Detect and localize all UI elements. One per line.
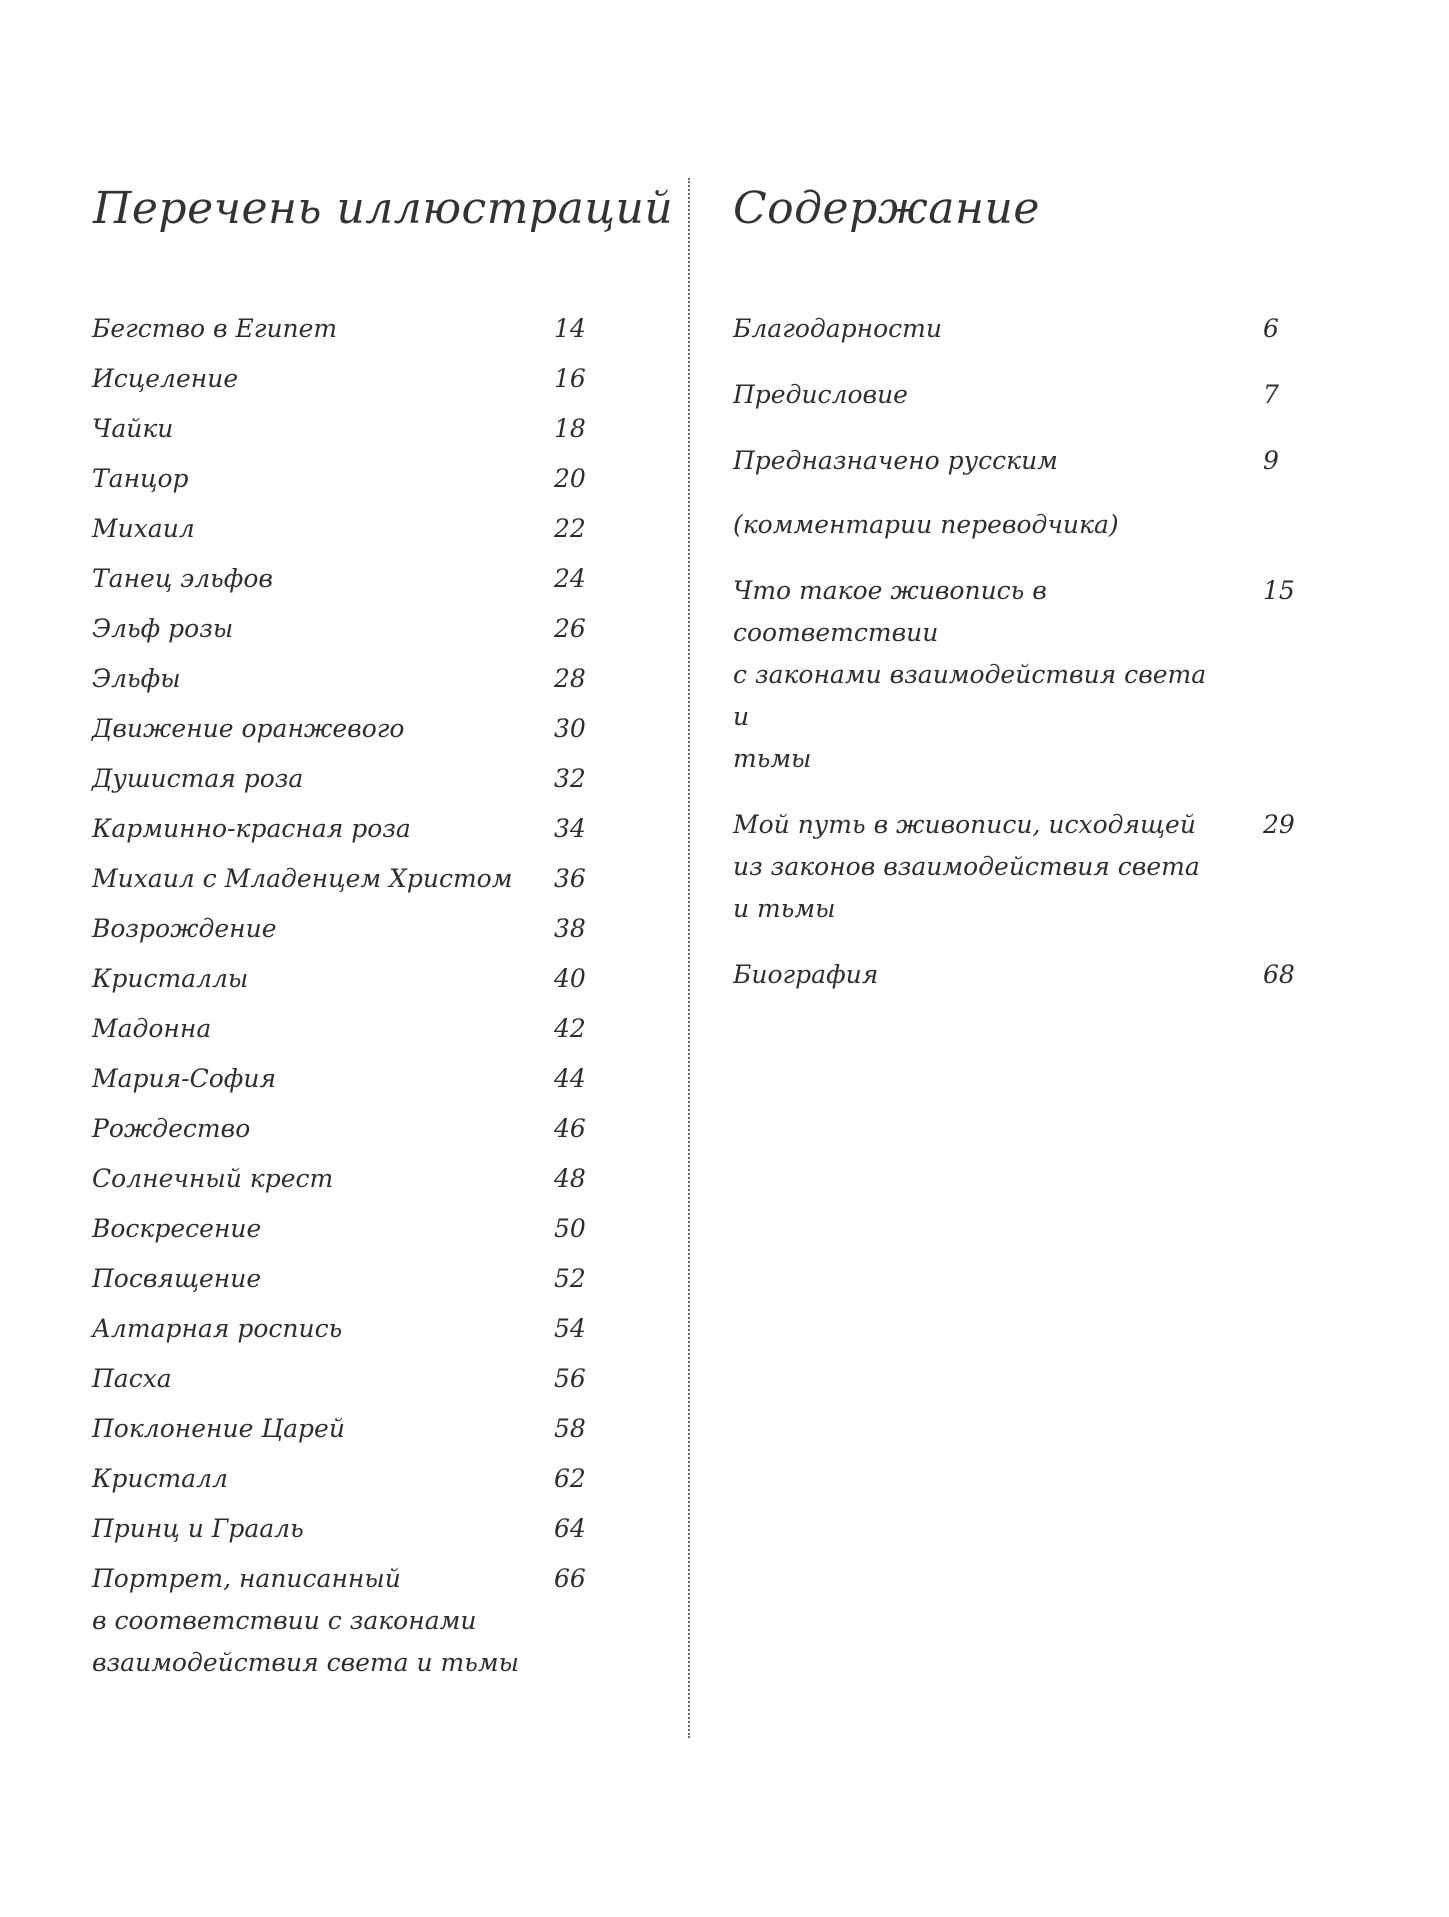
- entry-label: Эльф розы: [92, 614, 234, 643]
- entry-page-number: 40: [554, 964, 586, 993]
- illustration-entry: [92, 1058, 602, 1108]
- illustration-entry: [92, 458, 602, 508]
- entry-label: Пасха: [92, 1364, 172, 1393]
- entry-label: Воскресение: [92, 1214, 262, 1243]
- entry-page-number: 20: [554, 464, 586, 493]
- entry-page-number: 56: [554, 1364, 586, 1393]
- contents-list: [733, 308, 1293, 1020]
- illustration-entry: [92, 1358, 602, 1408]
- entry-page-number: 42: [554, 1014, 586, 1043]
- entry-label: Танец эльфов: [92, 564, 273, 593]
- illustration-entry: [92, 1558, 602, 1684]
- entry-label: Солнечный крест: [92, 1164, 334, 1193]
- entry-label: Кристаллы: [92, 964, 249, 993]
- contents-entry: [733, 308, 1293, 350]
- entry-page-number: 14: [554, 314, 586, 343]
- illustration-entry: [92, 658, 602, 708]
- contents-entry: [733, 954, 1293, 996]
- illustration-entry: [92, 808, 602, 858]
- illustration-entry: [92, 558, 602, 608]
- entry-page-number: 30: [554, 714, 586, 743]
- entry-label: Благодарности: [733, 314, 942, 343]
- entry-label: Мария-София: [92, 1064, 277, 1093]
- illustration-entry: [92, 1258, 602, 1308]
- entry-page-number: 7: [1263, 380, 1279, 409]
- entry-page-number: 32: [554, 764, 586, 793]
- entry-label: Возрождение: [92, 914, 277, 943]
- contents-entry: [733, 804, 1293, 930]
- illustration-entry: [92, 408, 602, 458]
- entry-label: Кристалл: [92, 1464, 228, 1493]
- entry-page-number: 58: [554, 1414, 586, 1443]
- illustration-entry: [92, 1508, 602, 1558]
- illustration-entry: [92, 1458, 602, 1508]
- entry-label: Исцеление: [92, 364, 239, 393]
- entry-label: Мадонна: [92, 1014, 212, 1043]
- contents-entry: [733, 374, 1293, 416]
- entry-label: Бегство в Египет: [92, 314, 338, 343]
- entry-label: Чайки: [92, 414, 174, 443]
- contents-entry: [733, 440, 1293, 482]
- entry-page-number: 62: [554, 1464, 586, 1493]
- contents-entry: [733, 504, 1293, 546]
- entry-page-number: 38: [554, 914, 586, 943]
- contents-title: Содержание: [733, 183, 1040, 234]
- entry-label: Принц и Грааль: [92, 1514, 304, 1543]
- entry-label: Карминно-красная роза: [92, 814, 411, 843]
- entry-page-number: 48: [554, 1164, 586, 1193]
- illustration-entry: [92, 958, 602, 1008]
- entry-page-number: 15: [1263, 576, 1295, 605]
- entry-label: Посвящение: [92, 1264, 262, 1293]
- illustration-entry: [92, 358, 602, 408]
- entry-label: Алтарная роспись: [92, 1314, 343, 1343]
- illustration-entry: [92, 1208, 602, 1258]
- entry-label: Мой путь в живописи, исходящей из законов взаимодействия света и тьмы: [733, 810, 1200, 923]
- entry-label: Что такое живопись в соответствии с законами взаимодействия света и тьмы: [733, 576, 1207, 773]
- entry-label: Михаил: [92, 514, 195, 543]
- entry-page-number: 22: [554, 514, 586, 543]
- illustration-entry: [92, 908, 602, 958]
- entry-page-number: 54: [554, 1314, 586, 1343]
- entry-label: Биография: [733, 960, 879, 989]
- entry-page-number: 18: [554, 414, 586, 443]
- illustration-entry: [92, 608, 602, 658]
- entry-page-number: 36: [554, 864, 586, 893]
- entry-label: Предназначено русским: [733, 446, 1058, 475]
- entry-label: Душистая роза: [92, 764, 304, 793]
- entry-page-number: 68: [1263, 960, 1295, 989]
- entry-label: Предисловие: [733, 380, 908, 409]
- entry-page-number: 34: [554, 814, 586, 843]
- illustrations-list: [92, 308, 602, 1684]
- illustration-entry: [92, 858, 602, 908]
- column-divider: [688, 178, 690, 1738]
- entry-page-number: 52: [554, 1264, 586, 1293]
- illustrations-title: Перечень иллюстраций: [93, 183, 674, 234]
- entry-label: Рождество: [92, 1114, 251, 1143]
- entry-page-number: 44: [554, 1064, 586, 1093]
- illustration-entry: [92, 758, 602, 808]
- entry-page-number: 66: [554, 1564, 586, 1593]
- entry-page-number: 28: [554, 664, 586, 693]
- illustration-entry: [92, 1008, 602, 1058]
- illustration-entry: [92, 708, 602, 758]
- entry-page-number: 24: [554, 564, 586, 593]
- entry-label: Движение оранжевого: [92, 714, 405, 743]
- entry-label: Эльфы: [92, 664, 181, 693]
- illustration-entry: [92, 1158, 602, 1208]
- illustration-entry: [92, 308, 602, 358]
- entry-label: Портрет, написанный в соответствии с законами взаимодействия света и тьмы: [92, 1564, 519, 1677]
- entry-page-number: 9: [1263, 446, 1279, 475]
- entry-page-number: 29: [1263, 810, 1295, 839]
- entry-page-number: 46: [554, 1114, 586, 1143]
- illustration-entry: [92, 508, 602, 558]
- entry-label: Поклонение Царей: [92, 1414, 345, 1443]
- contents-entry: [733, 570, 1293, 780]
- illustration-entry: [92, 1108, 602, 1158]
- illustration-entry: [92, 1408, 602, 1458]
- entry-label: Танцор: [92, 464, 189, 493]
- entry-page-number: 26: [554, 614, 586, 643]
- entry-page-number: 6: [1263, 314, 1279, 343]
- entry-label: (комментарии переводчика): [733, 510, 1119, 539]
- illustration-entry: [92, 1308, 602, 1358]
- entry-page-number: 16: [554, 364, 586, 393]
- entry-page-number: 64: [554, 1514, 586, 1543]
- entry-label: Михаил с Младенцем Христом: [92, 864, 513, 893]
- entry-page-number: 50: [554, 1214, 586, 1243]
